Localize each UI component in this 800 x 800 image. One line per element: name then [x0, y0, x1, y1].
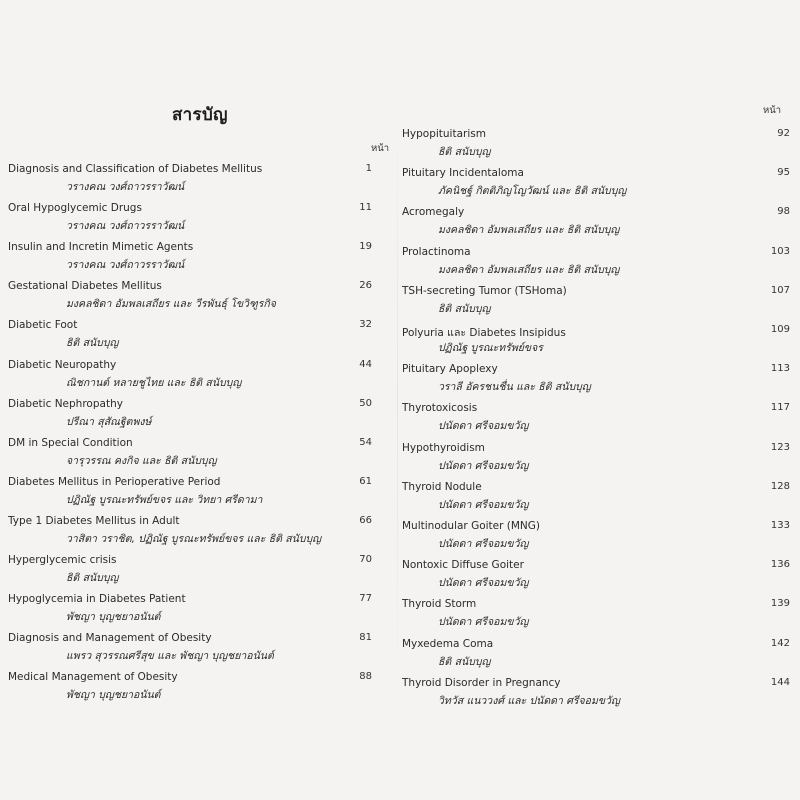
left-page-header: หน้า	[371, 143, 390, 154]
toc-entry-title: Medical Management of Obesity	[8, 671, 178, 683]
toc-entry-page-number: 107	[770, 285, 790, 296]
toc-entry-author: ปฏิณัฐ บูรณะทรัพย์ขจร	[438, 342, 543, 354]
toc-entry-author: แพรว สุวรรณศรีสุข และ พัชญา บุญชยาอนันต์	[66, 650, 274, 662]
toc-entry-title: Myxedema Coma	[402, 638, 494, 650]
toc-entry-author: ณิชกานต์ หลายชูไทย และ ธิติ สนับบุญ	[66, 377, 242, 389]
spine-shadow	[397, 100, 398, 700]
toc-entry-title: Hypothyroidism	[402, 442, 485, 454]
toc-entry-author: วรางคณ วงศ์ถาวรราวัฒน์	[66, 259, 185, 271]
toc-entry-author: พัชญา บุญชยาอนันต์	[66, 611, 161, 623]
toc-entry-author: วรางคณ วงศ์ถาวรราวัฒน์	[66, 181, 185, 193]
toc-entry-page-number: 88	[359, 671, 372, 682]
toc-entry-author: ปนัดดา ศรีจอมขวัญ	[438, 499, 529, 511]
toc-entry-title: Acromegaly	[402, 206, 465, 218]
toc-entry-author: วราลี อัครชนชื่น และ ธิติ สนับบุญ	[438, 381, 591, 393]
toc-entry-page-number: 133	[770, 520, 790, 531]
page-title: สารบัญ	[172, 105, 228, 125]
toc-entry-page-number: 11	[359, 202, 372, 213]
toc-entry-page-number: 117	[770, 402, 790, 413]
right-page-header: หน้า	[763, 105, 782, 116]
toc-entry-author: ปนัดดา ศรีจอมขวัญ	[438, 616, 529, 628]
toc-entry-author: ปรีณา สุสัณฐิตพงษ์	[66, 416, 152, 428]
toc-entry-author: มงคลชิดา อัมพลเสถียร และ วีรพันธุ์ โขวิฑูรกิจ	[66, 298, 276, 310]
toc-entry-page-number: 103	[770, 246, 790, 257]
toc-entry-title: Thyrotoxicosis	[402, 402, 478, 414]
toc-entry-author: วิทวัส แนววงศ์ และ ปนัดดา ศรีจอมขวัญ	[438, 695, 620, 707]
toc-entry-title: Diabetic Foot	[8, 319, 78, 331]
toc-entry-page-number: 70	[359, 554, 372, 565]
toc-entry-author: ธิติ สนับบุญ	[438, 146, 491, 158]
toc-entry-title: Thyroid Disorder in Pregnancy	[402, 677, 561, 689]
toc-entry-page-number: 1	[365, 163, 372, 174]
toc-entry-title: Diabetic Nephropathy	[8, 398, 123, 410]
toc-entry-title: Hypopituitarism	[402, 128, 486, 140]
toc-entry-title: Pituitary Apoplexy	[402, 363, 498, 375]
toc-entry-title: Diabetic Neuropathy	[8, 359, 117, 371]
toc-entry-author: พัชญา บุญชยาอนันต์	[66, 689, 161, 701]
toc-entry-page-number: 66	[359, 515, 372, 526]
toc-entry-page-number: 123	[770, 442, 790, 453]
toc-entry-author: ปนัดดา ศรีจอมขวัญ	[438, 577, 529, 589]
toc-entry-author: วาสิตา วราชิต, ปฏิณัฐ บูรณะทรัพย์ขจร และ ธิติ สนับบุญ	[66, 533, 322, 545]
toc-entry-page-number: 61	[359, 476, 372, 487]
toc-entry-title: Pituitary Incidentaloma	[402, 167, 524, 179]
toc-entry-page-number: 98	[777, 206, 790, 217]
toc-entry-page-number: 92	[777, 128, 790, 139]
toc-entry-title: Gestational Diabetes Mellitus	[8, 280, 162, 292]
toc-entry-page-number: 19	[359, 241, 372, 252]
toc-entry-page-number: 144	[770, 677, 790, 688]
toc-entry-author: ปนัดดา ศรีจอมขวัญ	[438, 538, 529, 550]
toc-entry-page-number: 26	[359, 280, 372, 291]
toc-entry-page-number: 54	[359, 437, 372, 448]
toc-entry-author: ปนัดดา ศรีจอมขวัญ	[438, 420, 529, 432]
toc-entry-page-number: 50	[359, 398, 372, 409]
toc-entry-title: Prolactinoma	[402, 246, 471, 258]
toc-entry-author: มงคลชิดา อัมพลเสถียร และ ธิติ สนับบุญ	[438, 224, 620, 236]
toc-entry-title: Diagnosis and Classification of Diabetes Mellitus	[8, 163, 263, 175]
toc-entry-author: จารุวรรณ คงกิจ และ ธิติ สนับบุญ	[66, 455, 217, 467]
toc-entry-page-number: 139	[770, 598, 790, 609]
toc-entry-title: TSH-secreting Tumor (TSHoma)	[402, 285, 567, 297]
toc-entry-page-number: 44	[359, 359, 372, 370]
toc-entry-author: ปฏิณัฐ บูรณะทรัพย์ขจร และ วิทยา ศรีดามา	[66, 494, 263, 506]
toc-entry-author: ธิติ สนับบุญ	[66, 572, 119, 584]
toc-entry-title: Insulin and Incretin Mimetic Agents	[8, 241, 194, 253]
toc-entry-title: Nontoxic Diffuse Goiter	[402, 559, 524, 571]
toc-entry-page-number: 95	[777, 167, 790, 178]
toc-entry-page-number: 142	[770, 638, 790, 649]
toc-entry-title: Diabetes Mellitus in Perioperative Period	[8, 476, 221, 488]
toc-entry-title: Oral Hypoglycemic Drugs	[8, 202, 142, 214]
toc-entry-title: Thyroid Nodule	[402, 481, 482, 493]
toc-entry-page-number: 136	[770, 559, 790, 570]
toc-entry-page-number: 32	[359, 319, 372, 330]
toc-entry-page-number: 81	[359, 632, 372, 643]
toc-entry-page-number: 113	[770, 363, 790, 374]
toc-entry-title: DM in Special Condition	[8, 437, 133, 449]
toc-entry-title: Type 1 Diabetes Mellitus in Adult	[8, 515, 180, 527]
toc-entry-author: มงคลชิดา อัมพลเสถียร และ ธิติ สนับบุญ	[438, 264, 620, 276]
toc-entry-title: Hyperglycemic crisis	[8, 554, 117, 566]
toc-entry-author: ภัคนิชฐ์ กิตติภิญโญวัฒน์ และ ธิติ สนับบุญ	[438, 185, 627, 197]
toc-entry-author: ธิติ สนับบุญ	[438, 656, 491, 668]
toc-entry-author: ธิติ สนับบุญ	[66, 337, 119, 349]
toc-entry-page-number: 109	[770, 324, 790, 335]
toc-entry-page-number: 128	[770, 481, 790, 492]
toc-entry-title: Multinodular Goiter (MNG)	[402, 520, 541, 532]
toc-entry-author: วรางคณ วงศ์ถาวรราวัฒน์	[66, 220, 185, 232]
toc-entry-page-number: 77	[359, 593, 372, 604]
toc-entry-title: Hypoglycemia in Diabetes Patient	[8, 593, 186, 605]
toc-entry-author: ปนัดดา ศรีจอมขวัญ	[438, 460, 529, 472]
toc-entry-title: Diagnosis and Management of Obesity	[8, 632, 212, 644]
toc-entry-author: ธิติ สนับบุญ	[438, 303, 491, 315]
toc-entry-title: Thyroid Storm	[402, 598, 477, 610]
toc-entry-title: Polyuria และ Diabetes Insipidus	[402, 327, 566, 339]
